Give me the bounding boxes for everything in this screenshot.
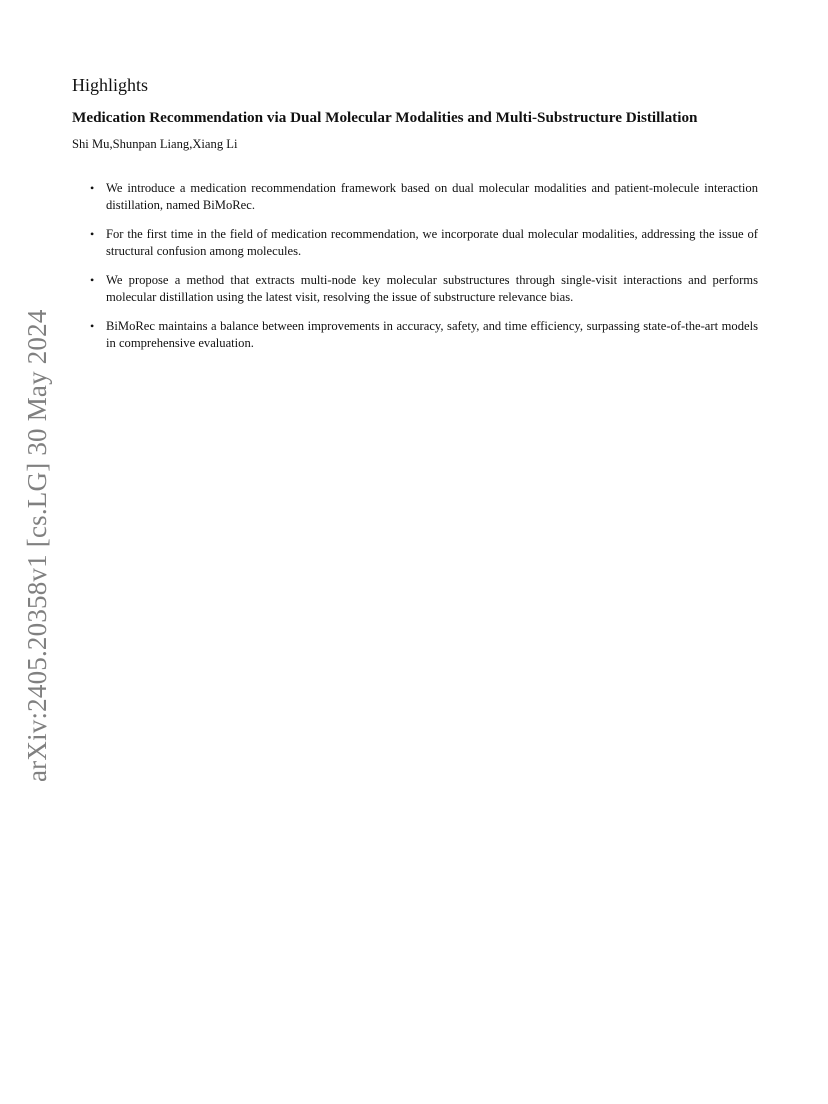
highlight-text: For the first time in the field of medication recommendation, we incorporate dual molecular modalities, addressing the issue of structural confusion among molecules.	[106, 227, 758, 258]
highlight-item	[90, 272, 758, 306]
paper-title: Medication Recommendation via Dual Molecular Modalities and Multi-Substructure Distillation	[72, 109, 698, 126]
bullet-icon: •	[90, 319, 95, 333]
highlight-text: We introduce a medication recommendation framework based on dual molecular modalities and patient-molecule interaction distillation, named BiMoRec.	[106, 181, 758, 212]
highlight-item	[90, 226, 758, 260]
author-list: Shi Mu,Shunpan Liang,Xiang Li	[72, 137, 238, 151]
bullet-icon: •	[90, 227, 95, 241]
highlights-list	[90, 180, 758, 364]
highlight-text: We propose a method that extracts multi-node key molecular substructures through single-visit interactions and performs molecular distillation using the latest visit, resolving the issue of substructure relevance bias.	[106, 273, 758, 304]
highlight-item	[90, 180, 758, 214]
highlight-item	[90, 318, 758, 352]
section-heading: Highlights	[72, 75, 149, 95]
bullet-icon: •	[90, 273, 95, 287]
bullet-icon: •	[90, 181, 95, 195]
highlight-text: BiMoRec maintains a balance between improvements in accuracy, safety, and time efficiency, surpassing state-of-the-art models in comprehensive evaluation.	[106, 319, 758, 350]
arxiv-identifier-stamp: arXiv:2405.20358v1 [cs.LG] 30 May 2024	[22, 309, 52, 782]
